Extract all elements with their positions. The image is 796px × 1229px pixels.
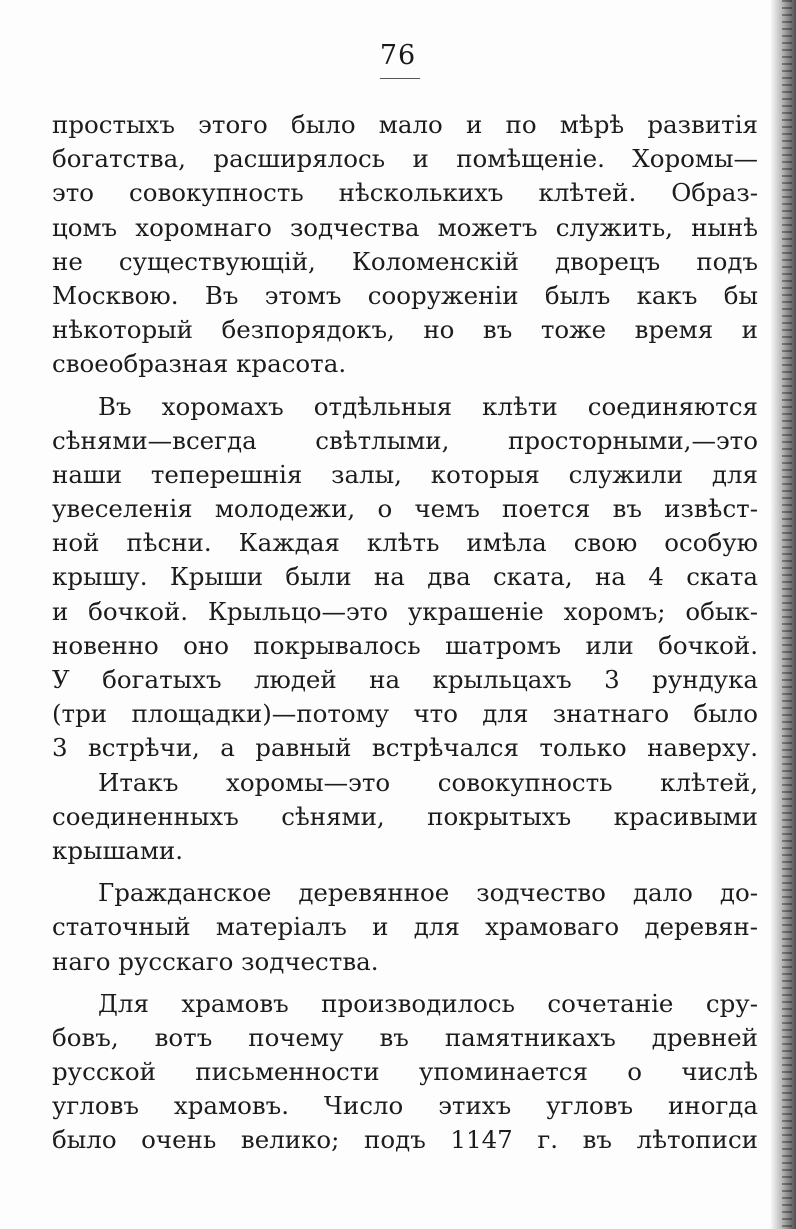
text-line: это совокупность нѣсколькихъ клѣтей. Образ- <box>52 178 758 208</box>
body-text <box>52 108 758 1158</box>
binding-edge <box>782 0 792 1229</box>
paragraph-5 <box>52 987 758 1158</box>
text-line: русской письменности упоминается о числѣ <box>52 1057 758 1087</box>
text-line: не существующій, Коломенскій дворецъ подъ <box>52 246 758 276</box>
text-line: сѣнями—всегда свѣтлыми, просторными,—это <box>52 425 758 455</box>
text-line: нѣкоторый безпорядокъ, но въ тоже время и <box>52 315 758 345</box>
text-line: цомъ хоромнаго зодчества можетъ служить, нынѣ <box>52 212 758 242</box>
text-line: простыхъ этого было мало и по мѣрѣ развитія <box>52 110 758 139</box>
text-line: богатства, расширялось и помѣщеніе. Хоромы— <box>52 144 758 174</box>
text-line: соединенныхъ сѣнями, покрытыхъ красивыми <box>52 801 758 831</box>
text-line: наго русскаго зодчества. <box>52 946 379 976</box>
text-line: увеселенія молодежи, о чемъ поется въ извѣст- <box>52 494 758 524</box>
text-line: бовъ, вотъ почему въ памятникахъ древней <box>52 1022 758 1052</box>
text-line: 3 встрѣчи, а равный встрѣчался только наверху. <box>52 733 758 763</box>
paragraph-3 <box>52 766 758 869</box>
text-line: У богатыхъ людей на крыльцахъ 3 рундука <box>52 665 758 694</box>
paragraph-1 <box>52 108 758 382</box>
paragraph-2 <box>52 390 758 766</box>
text-line: Въ хоромахъ отдѣльныя клѣти соединяются <box>98 391 758 421</box>
paragraph-4 <box>52 876 758 979</box>
text-line: Москвою. Въ этомъ сооруженіи былъ какъ бы <box>52 280 758 310</box>
text-line: крышу. Крыши были на два ската, на 4 ската <box>52 562 758 592</box>
text-line: было очень велико; подъ 1147 г. въ лѣтописи <box>52 1125 758 1155</box>
text-line: наши теперешнія залы, которыя служили для <box>52 459 758 489</box>
text-line: крышами. <box>52 835 184 865</box>
text-line: и бочкой. Крыльцо—это украшеніе хоромъ; обык- <box>52 596 758 626</box>
page-number-underline <box>380 78 420 79</box>
page-number: 76 <box>379 40 417 71</box>
text-line: Для храмовъ производилось сочетаніе сру- <box>98 988 758 1018</box>
text-line: статочный матеріалъ и для храмоваго деревян- <box>52 912 758 942</box>
text-line: угловъ храмовъ. Число этихъ угловъ иногда <box>52 1091 758 1121</box>
text-line: ной пѣсни. Каждая клѣть имѣла свою особую <box>52 528 758 558</box>
text-line: Гражданское деревянное зодчество дало до- <box>98 878 758 908</box>
text-line: (три площадки)—потому что для знатнаго было <box>52 699 758 729</box>
text-line: своеобразная красота. <box>52 349 347 379</box>
text-line: Итакъ хоромы—это совокупность клѣтей, <box>98 767 758 797</box>
text-line: новенно оно покрывалось шатромъ или бочкой. <box>52 630 758 660</box>
